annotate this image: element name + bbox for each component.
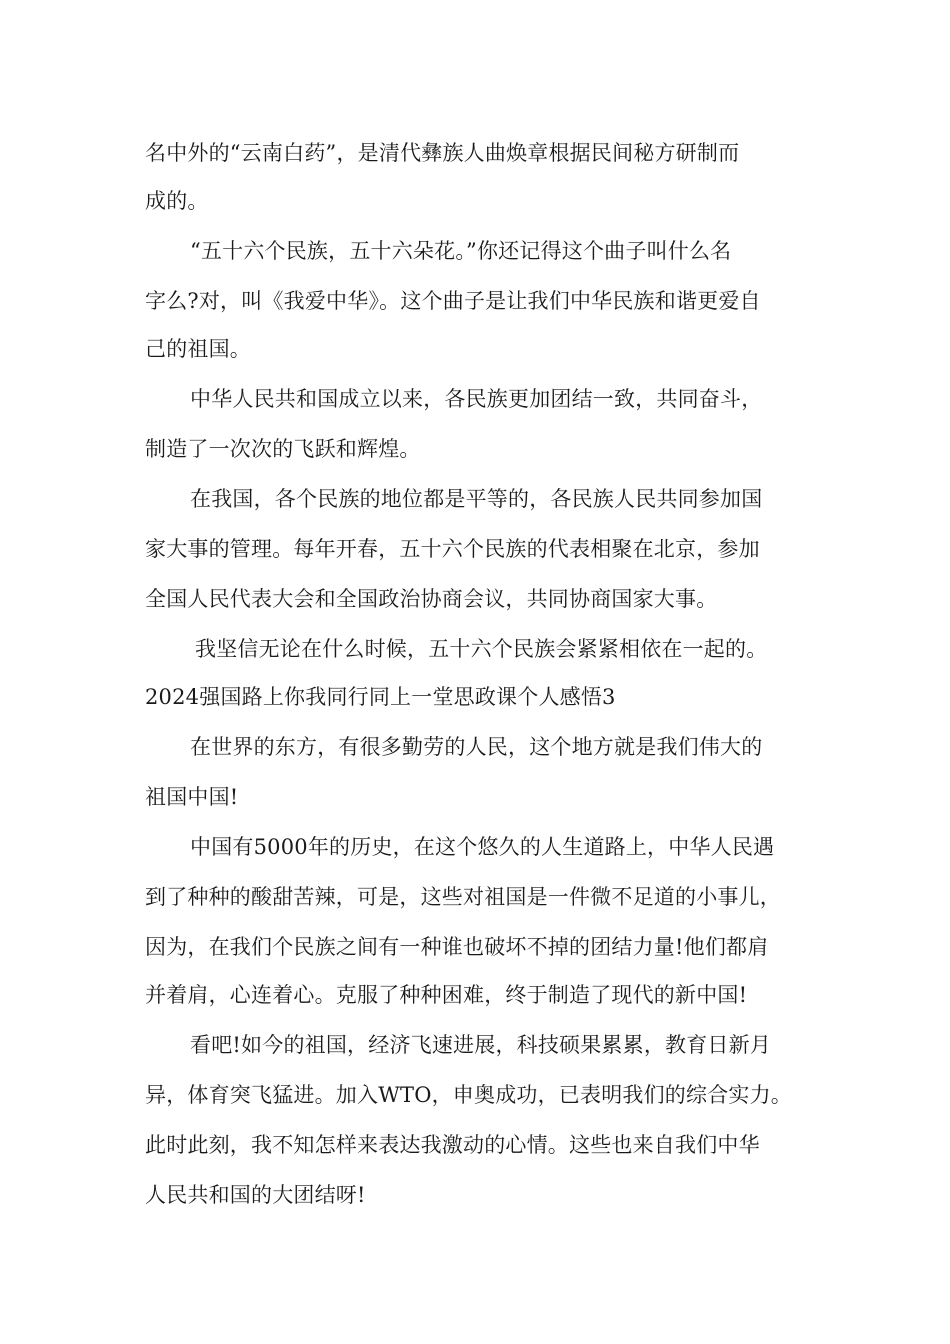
paragraph-start: 看吧!如今的祖国，经济飞速进展，科技硕果累累，教育日新月 — [190, 1033, 772, 1057]
text-line: 制造了一次次的飞跃和辉煌。 — [145, 437, 421, 461]
text-line: 全国人民代表大会和全国政治协商会议，共同协商国家大事。 — [145, 587, 718, 611]
section-heading: 2024强国路上你我同行同上一堂思政课个人感悟3 — [145, 685, 616, 709]
text-line: 人民共和国的大团结呀! — [145, 1183, 366, 1207]
text-line: 到了种种的酸甜苦辣，可是，这些对祖国是一件微不足道的小事儿， — [145, 885, 781, 909]
paragraph-start: 中华人民共和国成立以来，各民族更加团结一致，共同奋斗， — [190, 387, 763, 411]
text-line: 此时此刻，我不知怎样来表达我激动的心情。这些也来自我们中华 — [145, 1133, 760, 1157]
paragraph-start: “五十六个民族，五十六朵花。”你还记得这个曲子叫什么名 — [190, 239, 732, 263]
paragraph-start: 在世界的东方，有很多勤劳的人民，这个地方就是我们伟大的 — [190, 735, 763, 759]
paragraph-start: 我坚信无论在什么时候，五十六个民族会紧紧相依在一起的。 — [195, 637, 768, 661]
text-line: 并着肩，心连着心。克服了种种困难，终于制造了现代的新中国! — [145, 983, 748, 1007]
paragraph-start: 中国有5000年的历史，在这个悠久的人生道路上，中华人民遇 — [190, 835, 775, 859]
text-line: 因为，在我们个民族之间有一种谁也破坏不掉的团结力量!他们都肩 — [145, 935, 769, 959]
paragraph-start: 在我国，各个民族的地位都是平等的，各民族人民共同参加国 — [190, 487, 763, 511]
text-line: 祖国中国! — [145, 785, 239, 809]
text-line: 名中外的“云南白药”，是清代彝族人曲焕章根据民间秘方研制而 — [145, 141, 740, 165]
text-line: 己的祖国。 — [145, 337, 251, 361]
text-line: 字么?对，叫《我爱中华》。这个曲子是让我们中华民族和谐更爱自 — [145, 289, 761, 313]
text-line: 异，体育突飞猛进。加入WTO，申奥成功，已表明我们的综合实力。 — [145, 1083, 793, 1107]
text-line: 家大事的管理。每年开春，五十六个民族的代表相聚在北京，参加 — [145, 537, 760, 561]
text-line: 成的。 — [145, 189, 209, 213]
